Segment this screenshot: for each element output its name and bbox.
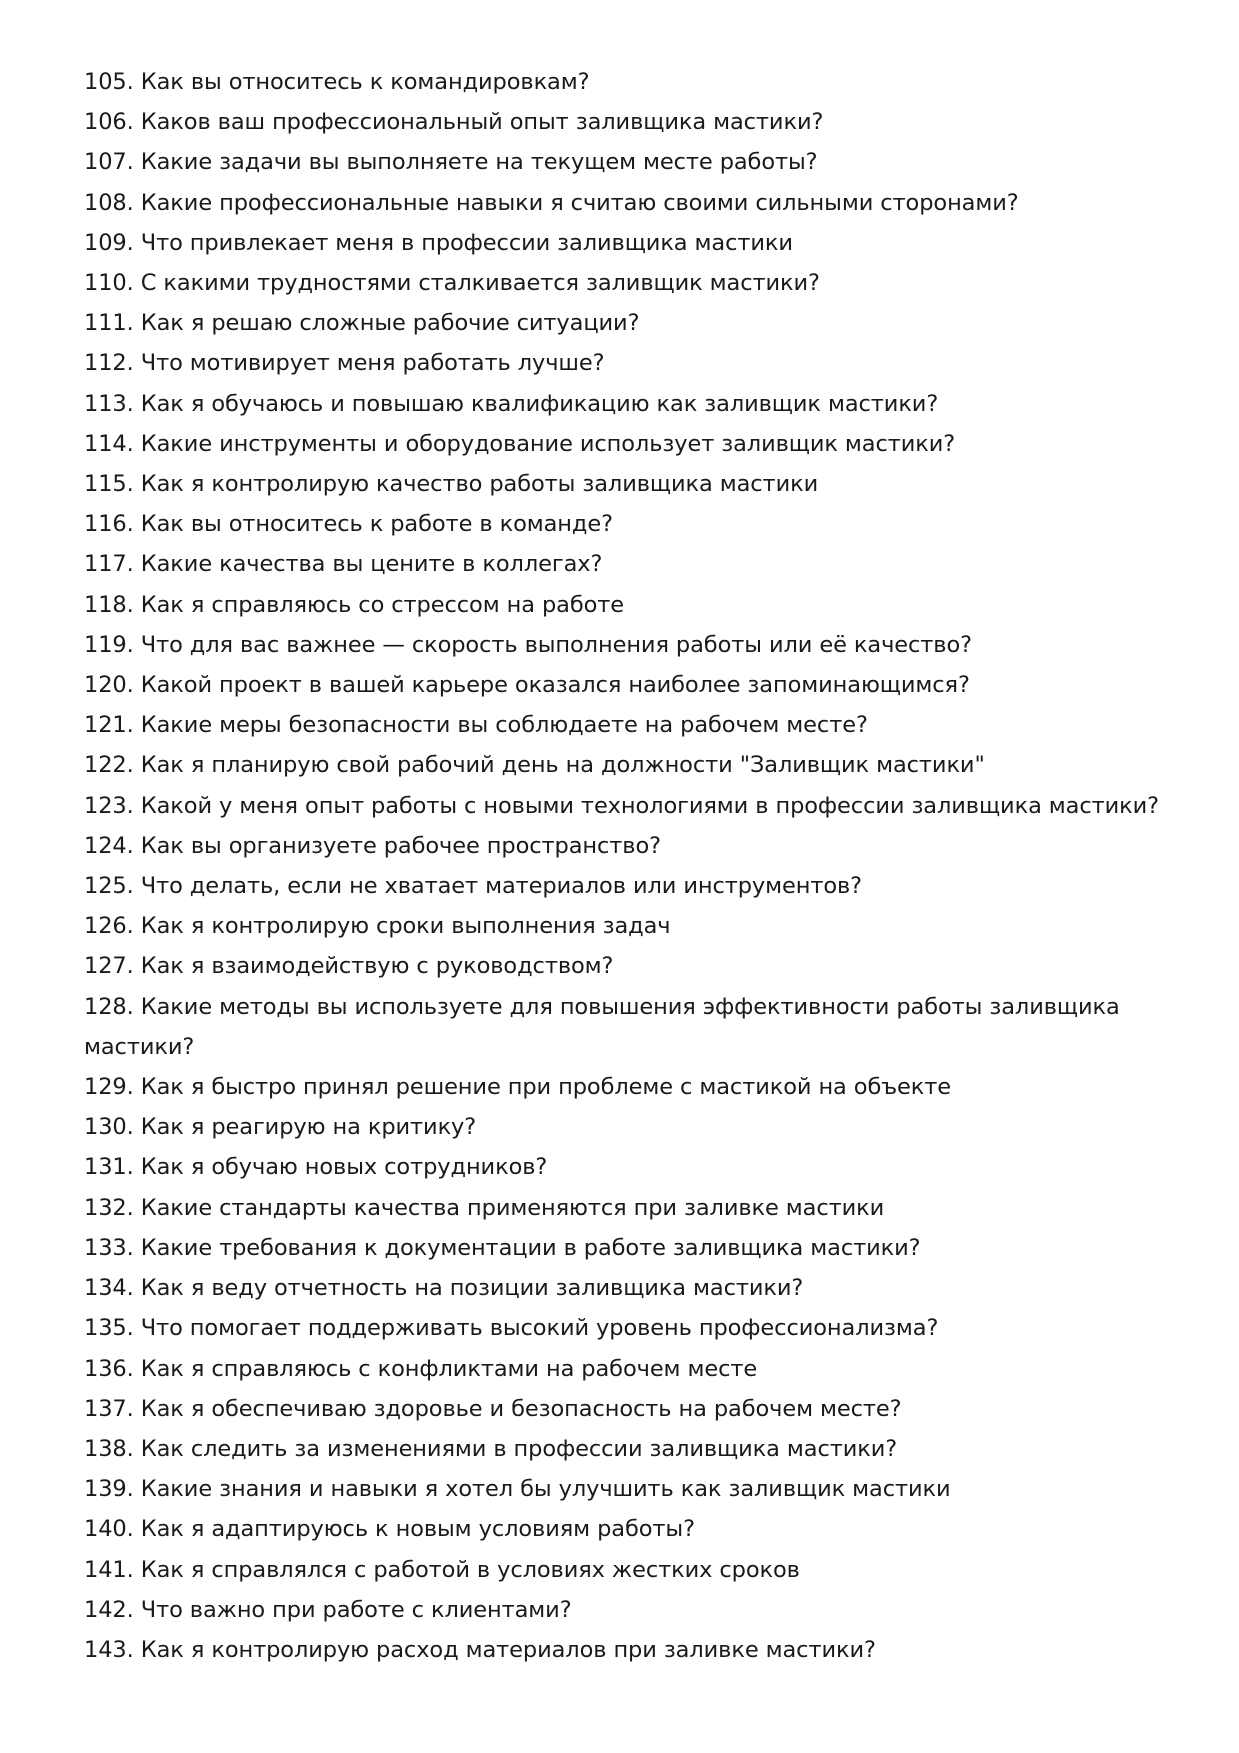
question-item: 126. Как я контролирую сроки выполнения задач bbox=[84, 913, 671, 940]
question-item: 123. Какой у меня опыт работы с новыми технологиями в профессии заливщика мастики? bbox=[84, 792, 1160, 819]
question-item: 114. Какие инструменты и оборудование использует заливщик мастики? bbox=[84, 430, 956, 457]
question-item: 127. Как я взаимодействую с руководством? bbox=[84, 953, 614, 980]
question-item: 111. Как я решаю сложные рабочие ситуации? bbox=[84, 310, 640, 337]
question-item: 143. Как я контролирую расход материалов при заливке мастики? bbox=[84, 1636, 876, 1663]
question-item: 120. Какой проект в вашей карьере оказался наиболее запоминающимся? bbox=[84, 672, 970, 699]
question-item: 121. Какие меры безопасности вы соблюдаете на рабочем месте? bbox=[84, 712, 868, 739]
question-item: 140. Как я адаптируюсь к новым условиям работы? bbox=[84, 1516, 695, 1543]
question-item: 107. Какие задачи вы выполняете на текущем месте работы? bbox=[84, 149, 818, 176]
question-item: 117. Какие качества вы цените в коллегах? bbox=[84, 551, 603, 578]
question-item: 137. Как я обеспечиваю здоровье и безопасность на рабочем месте? bbox=[84, 1395, 902, 1422]
question-item: 118. Как я справляюсь со стрессом на работе bbox=[84, 591, 625, 618]
question-item: 105. Как вы относитесь к командировкам? bbox=[84, 69, 590, 95]
question-item: 138. Как следить за изменениями в профессии заливщика мастики? bbox=[84, 1435, 898, 1462]
question-item: 130. Как я реагирую на критику? bbox=[84, 1114, 477, 1141]
question-item: 108. Какие профессиональные навыки я считаю своими сильными сторонами? bbox=[84, 189, 1019, 216]
question-item: 113. Как я обучаюсь и повышаю квалификацию как заливщик мастики? bbox=[84, 390, 939, 417]
question-item: 128. Какие методы вы используете для повышения эффективности работы заливщика мастики? bbox=[84, 993, 1120, 1060]
question-item: 129. Как я быстро принял решение при проблеме с мастикой на объекте bbox=[84, 1074, 952, 1101]
question-item: 136. Как я справляюсь с конфликтами на рабочем месте bbox=[84, 1355, 758, 1382]
question-item: 106. Каков ваш профессиональный опыт заливщика мастики? bbox=[84, 109, 824, 136]
question-list bbox=[84, 62, 1164, 1670]
question-item: 135. Что помогает поддерживать высокий уровень профессионализма? bbox=[84, 1315, 939, 1342]
question-item: 112. Что мотивирует меня работать лучше? bbox=[84, 350, 605, 377]
question-item: 110. С какими трудностями сталкивается заливщик мастики? bbox=[84, 270, 820, 297]
question-item: 139. Какие знания и навыки я хотел бы улучшить как заливщик мастики bbox=[84, 1476, 951, 1503]
question-item: 133. Какие требования к документации в работе заливщика мастики? bbox=[84, 1234, 921, 1261]
question-item: 109. Что привлекает меня в профессии заливщика мастики bbox=[84, 229, 793, 256]
question-item: 124. Как вы организуете рабочее пространство? bbox=[84, 832, 661, 859]
question-item: 134. Как я веду отчетность на позиции заливщика мастики? bbox=[84, 1275, 804, 1302]
question-item: 131. Как я обучаю новых сотрудников? bbox=[84, 1154, 548, 1181]
question-item: 122. Как я планирую свой рабочий день на должности "Заливщик мастики" bbox=[84, 752, 985, 779]
question-item: 116. Как вы относитесь к работе в команде? bbox=[84, 511, 613, 538]
question-item: 115. Как я контролирую качество работы заливщика мастики bbox=[84, 471, 819, 498]
question-item: 132. Какие стандарты качества применяются при заливке мастики bbox=[84, 1194, 885, 1221]
question-item: 141. Как я справлялся с работой в условиях жестких сроков bbox=[84, 1556, 800, 1583]
question-item: 142. Что важно при работе с клиентами? bbox=[84, 1596, 572, 1623]
document-page bbox=[84, 62, 1164, 1670]
question-item: 119. Что для вас важнее — скорость выполнения работы или её качество? bbox=[84, 631, 972, 658]
question-item: 125. Что делать, если не хватает материалов или инструментов? bbox=[84, 873, 863, 900]
